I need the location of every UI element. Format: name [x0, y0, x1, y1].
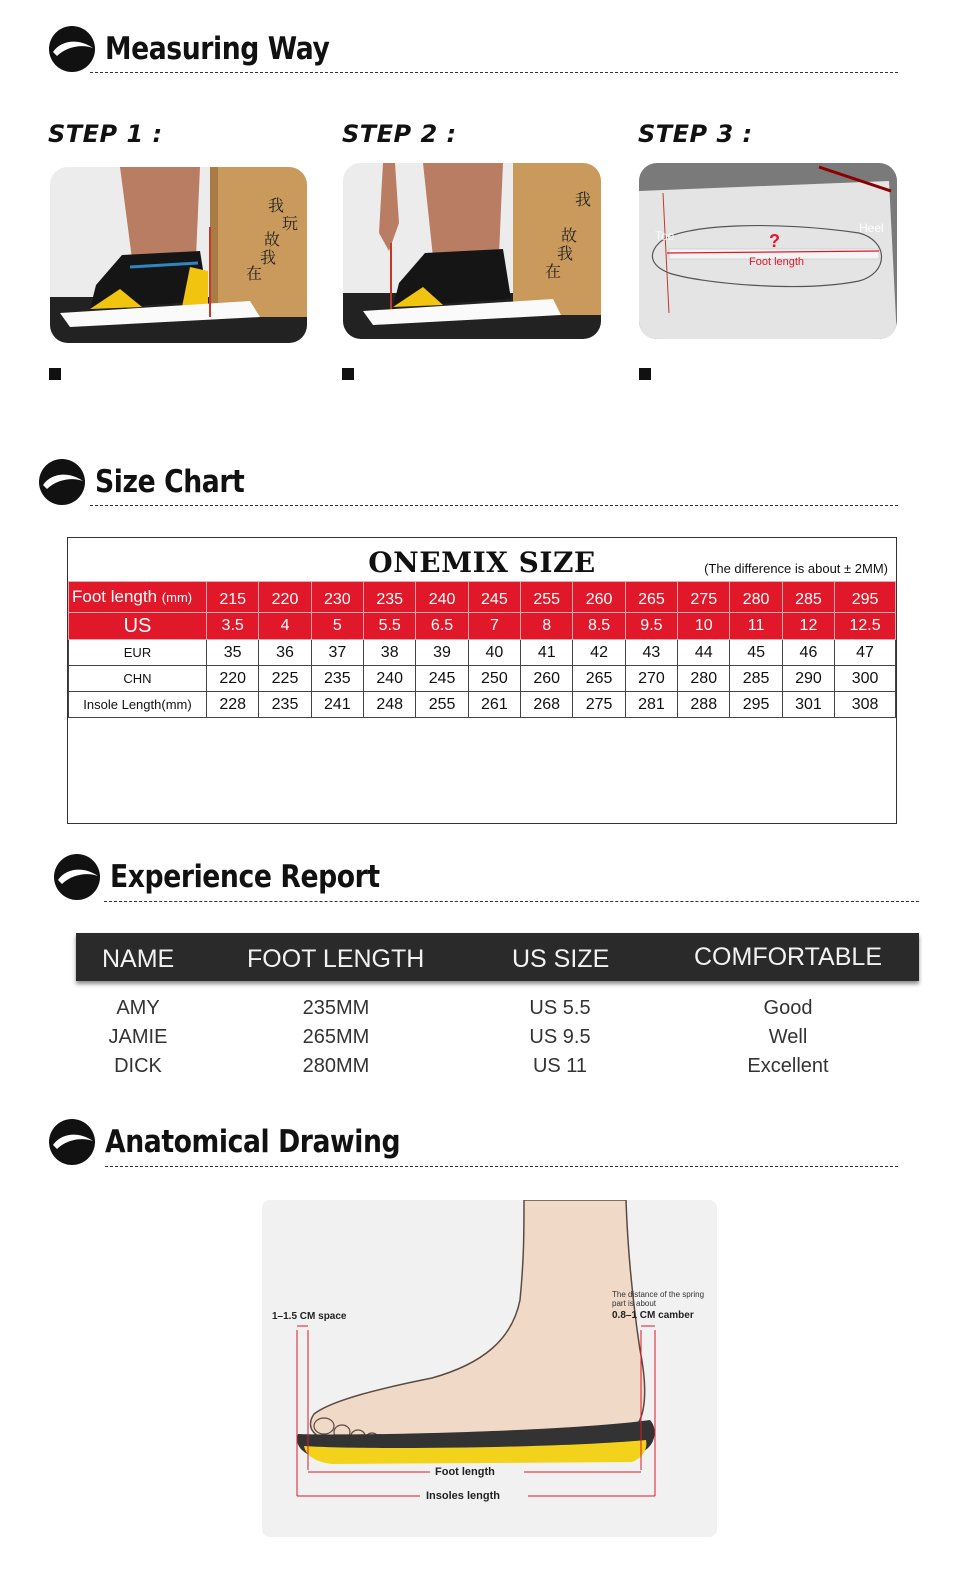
experience-cell: 235MM [302, 997, 370, 1019]
box-glyph: 在 [246, 266, 263, 283]
row-label: Insole Length(mm) [69, 692, 207, 718]
foot-length-label: Foot length [749, 256, 805, 268]
size-cell: 220 [207, 666, 259, 692]
size-cell: 235 [364, 582, 416, 613]
size-cell: 6.5 [416, 613, 468, 640]
row-label: EUR [69, 640, 207, 666]
size-cell: 38 [364, 640, 416, 666]
size-cell: 4 [259, 613, 311, 640]
size-cell: 5.5 [364, 613, 416, 640]
foot-length-label: Foot length [435, 1466, 495, 1478]
brand-logo-icon [54, 854, 100, 900]
step-1-label: STEP 1 : [48, 120, 163, 148]
size-cell: 240 [416, 582, 468, 613]
size-cell: 235 [311, 666, 363, 692]
step-1-photo [50, 167, 307, 343]
bullet [342, 368, 354, 380]
size-cell: 250 [468, 666, 520, 692]
experience-cell: AMY [116, 997, 160, 1019]
size-cell: 8.5 [573, 613, 625, 640]
bullet [49, 368, 61, 380]
heel-label: Heel [859, 221, 884, 235]
size-cell: 248 [364, 692, 416, 718]
experience-cell: Excellent [747, 1055, 829, 1077]
size-cell: 285 [730, 666, 782, 692]
measuring-way-heading [49, 26, 366, 72]
size-cell: 12 [782, 613, 834, 640]
column-header: COMFORTABLE [694, 943, 882, 971]
brand-logo-icon [49, 1119, 95, 1165]
size-cell: 295 [730, 692, 782, 718]
spring-note [612, 1290, 704, 1308]
size-cell: 5 [311, 613, 363, 640]
size-cell: 215 [207, 582, 259, 613]
size-cell: 265 [573, 666, 625, 692]
box-glyph: 玩 [282, 216, 299, 233]
size-cell: 37 [311, 640, 363, 666]
size-cell: 275 [678, 582, 730, 613]
step-2-photo [343, 163, 601, 339]
experience-cell: US 11 [532, 1055, 588, 1077]
column-header: NAME [102, 945, 175, 973]
size-cell: 265 [625, 582, 677, 613]
table-row [69, 582, 896, 613]
size-cell: 285 [782, 582, 834, 613]
size-cell: 7 [468, 613, 520, 640]
brand-logo-icon [49, 26, 95, 72]
divider [104, 901, 919, 902]
size-chart-note: (The difference is about ± 2MM) [704, 561, 888, 576]
section-title: Experience Report [110, 859, 380, 895]
size-cell: 301 [782, 692, 834, 718]
size-cell: 220 [259, 582, 311, 613]
step-2-label: STEP 2 : [342, 120, 457, 148]
size-cell: 260 [521, 666, 573, 692]
section-title: Anatomical Drawing [105, 1124, 401, 1160]
size-cell: 41 [521, 640, 573, 666]
experience-report-heading [54, 854, 424, 900]
column-header: US SIZE [512, 945, 610, 973]
insoles-length-label: Insoles length [426, 1490, 500, 1502]
step-3-photo [639, 163, 897, 339]
experience-cell: Good [763, 997, 813, 1019]
size-cell: 9.5 [625, 613, 677, 640]
foot-insole-illustration [262, 1200, 717, 1537]
size-cell: 47 [835, 640, 896, 666]
camber-label: 0.8–1 CM camber [612, 1310, 694, 1321]
size-cell: 255 [521, 582, 573, 613]
experience-cell: US 9.5 [529, 1026, 591, 1048]
size-cell: 3.5 [207, 613, 259, 640]
box-glyph: 故 [561, 228, 578, 245]
size-cell: 255 [416, 692, 468, 718]
size-cell: 308 [835, 692, 896, 718]
size-cell: 261 [468, 692, 520, 718]
size-cell: 44 [678, 640, 730, 666]
size-cell: 225 [259, 666, 311, 692]
size-chart-heading [39, 459, 269, 505]
size-cell: 300 [835, 666, 896, 692]
size-chart-title: ONEMIX SIZE [368, 546, 596, 579]
table-row [69, 640, 896, 666]
size-cell: 295 [835, 582, 896, 613]
size-cell: 230 [311, 582, 363, 613]
section-title: Size Chart [95, 464, 245, 500]
size-cell: 235 [259, 692, 311, 718]
size-cell: 40 [468, 640, 520, 666]
size-cell: 270 [625, 666, 677, 692]
size-chart [67, 537, 897, 824]
size-cell: 280 [730, 582, 782, 613]
size-cell: 8 [521, 613, 573, 640]
question-mark: ? [769, 231, 780, 251]
size-cell: 241 [311, 692, 363, 718]
size-cell: 36 [259, 640, 311, 666]
size-cell: 281 [625, 692, 677, 718]
size-cell: 42 [573, 640, 625, 666]
size-cell: 260 [573, 582, 625, 613]
section-title: Measuring Way [105, 31, 330, 67]
anatomical-drawing-heading [49, 1119, 448, 1165]
size-cell: 268 [521, 692, 573, 718]
divider [105, 1166, 898, 1167]
size-table [68, 581, 896, 718]
box-glyph: 我 [260, 250, 277, 267]
box-glyph: 我 [268, 198, 285, 215]
experience-cell: 280MM [302, 1055, 370, 1077]
table-row [69, 692, 896, 718]
size-cell: 39 [416, 640, 468, 666]
size-cell: 288 [678, 692, 730, 718]
experience-cell: 265MM [302, 1026, 370, 1048]
size-cell: 275 [573, 692, 625, 718]
brand-logo-icon [39, 459, 85, 505]
size-cell: 45 [730, 640, 782, 666]
experience-header-bar [76, 933, 919, 981]
row-label: US [69, 613, 207, 640]
divider [90, 505, 898, 506]
spring-note-line: The distance of the spring [612, 1290, 705, 1299]
size-cell: 12.5 [835, 613, 896, 640]
size-cell: 35 [207, 640, 259, 666]
box-glyph: 我 [557, 246, 574, 263]
box-glyph: 我 [575, 192, 592, 209]
box-glyph: 在 [545, 264, 562, 281]
step-3-label: STEP 3 : [638, 120, 753, 148]
size-cell: 290 [782, 666, 834, 692]
size-cell: 245 [416, 666, 468, 692]
space-label: 1–1.5 CM space [272, 1311, 347, 1322]
experience-cell: Well [768, 1026, 808, 1048]
size-cell: 240 [364, 666, 416, 692]
size-cell: 280 [678, 666, 730, 692]
divider [90, 72, 898, 73]
row-label: Foot length (mm) [69, 582, 207, 613]
bullet [639, 368, 651, 380]
box-glyph: 故 [264, 232, 281, 249]
size-cell: 11 [730, 613, 782, 640]
size-cell: 10 [678, 613, 730, 640]
size-cell: 245 [468, 582, 520, 613]
spring-note-line: part is about [612, 1299, 657, 1308]
toe-label: Toe [655, 229, 675, 243]
experience-cell: JAMIE [108, 1026, 168, 1048]
experience-cell: DICK [114, 1055, 162, 1077]
row-label: CHN [69, 666, 207, 692]
experience-cell: US 5.5 [529, 997, 591, 1019]
table-row [69, 666, 896, 692]
size-cell: 43 [625, 640, 677, 666]
anatomical-drawing [262, 1200, 717, 1537]
size-cell: 228 [207, 692, 259, 718]
table-row [69, 613, 896, 640]
size-cell: 46 [782, 640, 834, 666]
column-header: FOOT LENGTH [247, 945, 425, 973]
